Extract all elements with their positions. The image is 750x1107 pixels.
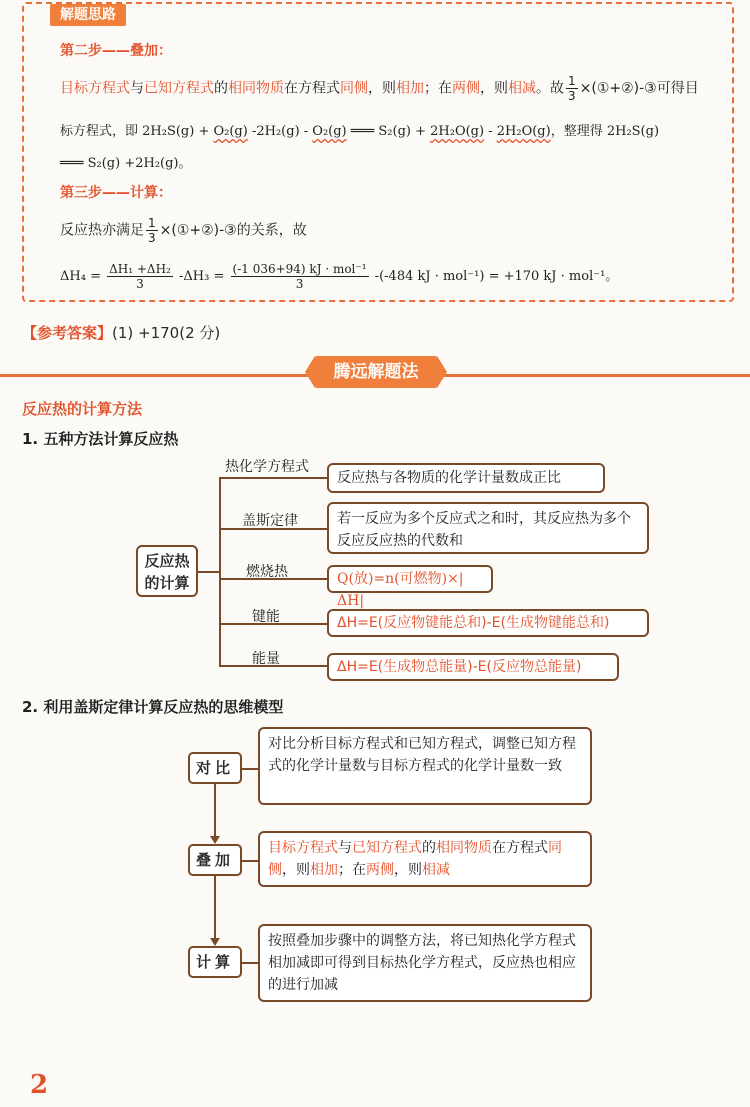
answer-text: (1) +170(2 分) <box>112 324 221 342</box>
branch-box-thermo-equation: 反应热与各物质的化学计量数成正比 <box>327 463 605 493</box>
connector <box>242 860 258 862</box>
branch-box-combustion-heat: Q(放)=n(可燃物)×|ΔH| <box>327 565 493 593</box>
branch-box-bond-energy: ΔH=E(反应物键能总和)-E(生成物键能总和) <box>327 609 649 637</box>
solution-tag: 解题思路 <box>50 4 126 26</box>
step2-line2: 标方程式，即 2H₂S(g) + O₂(g) -2H₂(g) - O₂(g) ═══ S₂(g) + 2H₂O(g) - 2H₂O(g)，整理得 2H₂S(g) <box>60 124 660 139</box>
step3-line1: 反应热亦满足 $\frac{1}{3}$ ×(①+②)-③的关系，故 <box>60 216 307 245</box>
step-node-compare: 对比 <box>188 752 242 784</box>
step-node-add: 叠加 <box>188 844 242 876</box>
fraction-one-third: $\frac{1}{3}$ <box>568 74 576 103</box>
flow-arrow <box>214 784 216 836</box>
section-banner: 腾远解题法 <box>315 356 437 388</box>
connector <box>219 477 221 665</box>
answer-label: 【参考答案】 <box>22 324 113 342</box>
flow-arrowhead <box>210 836 220 844</box>
branch-box-energy: ΔH=E(生成物总能量)-E(反应物总能量) <box>327 653 619 681</box>
diagram1-center-node: 反应热 的计算 <box>136 545 198 597</box>
connector <box>219 477 327 479</box>
step-box-compare: 对比分析目标方程式和已知方程式，调整已知方程式的化学计量数与目标方程式的化学计量数一致 <box>258 727 592 805</box>
branch-box-hess-law: 若一反应为多个反应式之和时，其反应热为多个反应反应热的代数和 <box>327 502 649 554</box>
reference-answer <box>22 322 220 343</box>
step-box-add: 目标方程式与已知方程式的相同物质在方程式同侧，则相加；在两侧，则相减 <box>258 831 592 887</box>
connector <box>198 571 220 573</box>
branch-label-hess-law: 盖斯定律 <box>242 513 298 529</box>
diagram2-title: 2. 利用盖斯定律计算反应热的思维模型 <box>22 698 284 716</box>
branch-label-combustion-heat: 燃烧热 <box>246 564 288 580</box>
step3-equation: ΔH₄ = $\frac{\text{ΔH₁ +ΔH₂}}{3}$ -ΔH₃ = $\frac{\text{(-1 036+94) kJ · mol⁻¹}}{3}$ -(-484 kJ · mol⁻¹) = +170 kJ · mol⁻¹。 <box>60 262 619 291</box>
branch-label-energy: 能量 <box>252 651 280 667</box>
flow-arrowhead <box>210 938 220 946</box>
diagram1-title: 1. 五种方法计算反应热 <box>22 430 179 448</box>
step2-line1: 目标方程式与已知方程式的相同物质在方程式同侧，则相加；在两侧，则相减。故 $\frac{1}{3}$ ×(①+②)-③可得目 <box>60 74 699 103</box>
step2-line3: ═══ S₂(g) +2H₂(g)。 <box>60 156 192 171</box>
page-number: 2 <box>30 1070 49 1100</box>
branch-label-bond-energy: 键能 <box>252 609 280 625</box>
branch-label-thermo-equation: 热化学方程式 <box>225 459 309 475</box>
step-box-calculate: 按照叠加步骤中的调整方法，将已知热化学方程式相加减即可得到目标热化学方程式，反应热也相应的进行加减 <box>258 924 592 1002</box>
step3-title: 第三步——计算： <box>60 185 172 201</box>
section-title: 反应热的计算方法 <box>22 400 143 418</box>
flow-arrow <box>214 876 216 938</box>
connector <box>242 962 258 964</box>
solution-box <box>22 2 734 302</box>
step-node-calculate: 计算 <box>188 946 242 978</box>
step2-title: 第二步——叠加： <box>60 43 172 59</box>
connector <box>242 768 258 770</box>
